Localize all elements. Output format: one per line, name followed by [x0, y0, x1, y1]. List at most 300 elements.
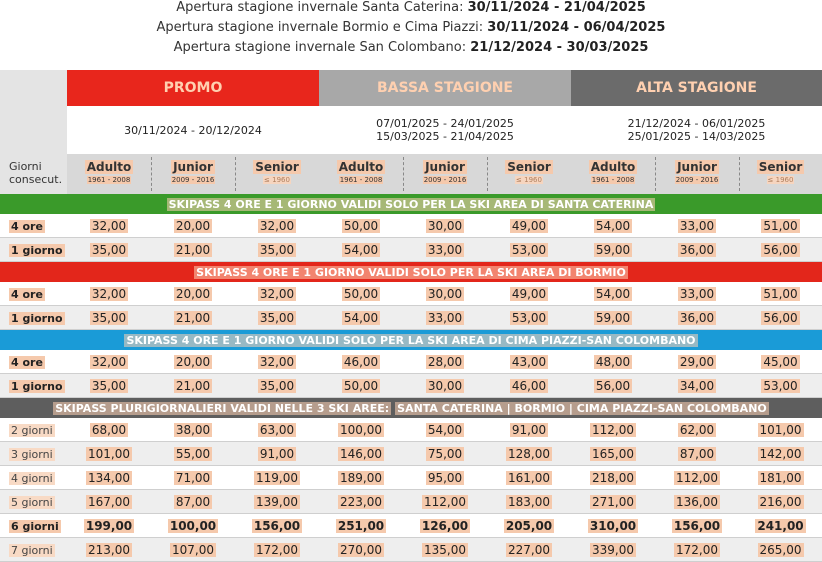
- price-cell: [235, 374, 319, 398]
- price-value: 54,00: [595, 287, 631, 301]
- row-label-text: 3 giorni: [11, 447, 53, 461]
- table-row: [0, 214, 822, 238]
- price-value: 156,00: [673, 519, 721, 533]
- price-cell: [739, 538, 822, 562]
- price-value: 265,00: [759, 543, 802, 557]
- price-value: 63,00: [259, 423, 295, 437]
- price-cell: [235, 350, 319, 374]
- row-label-text: 7 giorni: [11, 543, 53, 557]
- price-value: 167,00: [88, 495, 130, 509]
- price-value: 183,00: [508, 495, 550, 509]
- price-value: 199,00: [85, 519, 133, 533]
- price-cell: [67, 514, 151, 538]
- price-value: 33,00: [679, 219, 715, 233]
- row-label: [0, 350, 67, 374]
- price-value: 112,00: [676, 471, 718, 485]
- period-date-range: 25/01/2025 - 14/03/2025: [627, 130, 766, 143]
- column-divider: [403, 157, 404, 191]
- period-date-range: 07/01/2025 - 24/01/2025: [376, 117, 514, 130]
- section-title: SKIPASS PLURIGIORNALIERI VALIDI NELLE 3 SKI AREE:: [55, 401, 390, 415]
- price-value: 218,00: [592, 471, 634, 485]
- price-cell: [403, 374, 487, 398]
- price-value: 21,00: [175, 311, 211, 325]
- section-banner: [0, 330, 822, 350]
- price-value: 91,00: [511, 423, 547, 437]
- category-junior: [403, 154, 487, 194]
- price-cell: [151, 538, 235, 562]
- category-years: 1961 - 2008: [339, 176, 383, 184]
- section-title: SKIPASS 4 ORE E 1 GIORNO VALIDI SOLO PER LA SKI AREA DI CIMA PIAZZI-SAN COLOMBANO: [126, 333, 696, 347]
- price-cell: [739, 214, 822, 238]
- price-value: 32,00: [91, 287, 127, 301]
- season-dates: 21/12/2024 - 30/03/2025: [470, 40, 649, 55]
- row-label-text: 1 giorno: [11, 311, 63, 325]
- price-value: 35,00: [259, 379, 295, 393]
- category-years: ≤ 1960: [264, 176, 290, 184]
- price-cell: [67, 238, 151, 262]
- section-title: SKIPASS 4 ORE E 1 GIORNO VALIDI SOLO PER LA SKI AREA DI SANTA CATERINA: [168, 197, 654, 211]
- category-senior: [739, 154, 822, 194]
- price-value: 161,00: [508, 471, 550, 485]
- table-row: [0, 374, 822, 398]
- price-value: 100,00: [340, 423, 382, 437]
- row-label: [0, 490, 67, 514]
- price-cell: [319, 514, 403, 538]
- category-label: Senior: [758, 160, 803, 174]
- price-value: 100,00: [169, 519, 217, 533]
- season-line-bormio: [0, 20, 822, 35]
- table-row: [0, 490, 822, 514]
- price-value: 59,00: [595, 311, 631, 325]
- price-value: 38,00: [175, 423, 211, 437]
- price-value: 54,00: [427, 423, 463, 437]
- category-label: Junior: [677, 160, 717, 174]
- price-value: 310,00: [589, 519, 637, 533]
- price-cell: [235, 418, 319, 442]
- price-cell: [487, 418, 571, 442]
- price-cell: [403, 282, 487, 306]
- price-value: 101,00: [759, 423, 802, 437]
- period-dates-bassa: [319, 106, 571, 154]
- price-value: 62,00: [679, 423, 715, 437]
- price-cell: [319, 538, 403, 562]
- price-cell: [487, 282, 571, 306]
- price-cell: [151, 514, 235, 538]
- price-cell: [67, 306, 151, 330]
- price-cell: [571, 466, 655, 490]
- table-row: [0, 466, 822, 490]
- price-cell: [487, 442, 571, 466]
- price-cell: [655, 514, 739, 538]
- price-value: 56,00: [763, 311, 798, 325]
- price-value: 50,00: [343, 287, 379, 301]
- period-title: ALTA STAGIONE: [636, 80, 757, 96]
- season-dates: 30/11/2024 - 06/04/2025: [487, 20, 666, 35]
- price-cell: [739, 490, 822, 514]
- table-row: [0, 514, 822, 538]
- price-value: 135,00: [424, 543, 466, 557]
- price-cell: [151, 374, 235, 398]
- price-cell: [235, 214, 319, 238]
- price-value: 59,00: [595, 243, 631, 257]
- price-cell: [571, 214, 655, 238]
- price-value: 32,00: [259, 287, 295, 301]
- price-value: 271,00: [592, 495, 634, 509]
- price-value: 35,00: [91, 379, 127, 393]
- price-value: 20,00: [175, 287, 211, 301]
- price-cell: [739, 282, 822, 306]
- price-cell: [571, 442, 655, 466]
- price-value: 146,00: [340, 447, 382, 461]
- season-line-santa-caterina: [0, 0, 822, 15]
- price-cell: [487, 306, 571, 330]
- price-cell: [67, 418, 151, 442]
- price-cell: [739, 442, 822, 466]
- price-cell: [151, 350, 235, 374]
- category-senior: [235, 154, 319, 194]
- price-value: 33,00: [427, 243, 463, 257]
- category-label: Senior: [255, 160, 299, 174]
- price-value: 172,00: [676, 543, 718, 557]
- table-row: [0, 238, 822, 262]
- price-value: 49,00: [511, 219, 547, 233]
- price-value: 223,00: [340, 495, 382, 509]
- price-cell: [403, 418, 487, 442]
- price-cell: [319, 466, 403, 490]
- period-header-promo: [67, 70, 319, 106]
- price-cell: [655, 350, 739, 374]
- table-row: [0, 442, 822, 466]
- price-cell: [67, 442, 151, 466]
- table-row: [0, 350, 822, 374]
- price-value: 227,00: [508, 543, 550, 557]
- price-cell: [403, 238, 487, 262]
- period-dates-alta: [571, 106, 822, 154]
- row-label: [0, 282, 67, 306]
- price-cell: [67, 538, 151, 562]
- price-cell: [151, 238, 235, 262]
- category-years: 2009 - 2016: [675, 176, 719, 184]
- price-value: 136,00: [676, 495, 718, 509]
- price-value: 53,00: [511, 243, 547, 257]
- price-value: 95,00: [427, 471, 463, 485]
- price-cell: [571, 418, 655, 442]
- category-junior: [655, 154, 739, 194]
- price-cell: [67, 282, 151, 306]
- price-value: 48,00: [595, 355, 631, 369]
- price-cell: [571, 238, 655, 262]
- price-cell: [655, 490, 739, 514]
- season-line-san-colombano: [0, 40, 822, 55]
- period-title: BASSA STAGIONE: [376, 80, 513, 96]
- price-value: 270,00: [340, 543, 382, 557]
- price-cell: [67, 350, 151, 374]
- price-cell: [235, 442, 319, 466]
- price-value: 134,00: [88, 471, 130, 485]
- price-value: 181,00: [759, 471, 802, 485]
- row-label-text: 6 giorni: [11, 519, 59, 533]
- category-years: 1961 - 2008: [87, 176, 131, 184]
- period-header-bassa: [319, 70, 571, 106]
- row-label: [0, 538, 67, 562]
- price-value: 112,00: [424, 495, 466, 509]
- row-label-text: 1 giorno: [11, 243, 63, 257]
- price-value: 30,00: [427, 219, 463, 233]
- price-value: 54,00: [595, 219, 631, 233]
- period-title: PROMO: [163, 80, 223, 96]
- price-cell: [319, 214, 403, 238]
- price-cell: [403, 466, 487, 490]
- price-cell: [571, 538, 655, 562]
- row-label-text: 1 giorno: [11, 379, 63, 393]
- row-label-text: 4 ore: [11, 287, 43, 301]
- column-divider: [655, 157, 656, 191]
- table-row: [0, 306, 822, 330]
- price-value: 87,00: [175, 495, 211, 509]
- column-divider: [487, 157, 488, 191]
- category-years: 2009 - 2016: [423, 176, 467, 184]
- price-value: 21,00: [175, 243, 211, 257]
- row-label: [0, 374, 67, 398]
- price-cell: [235, 238, 319, 262]
- price-cell: [571, 282, 655, 306]
- row-label: [0, 214, 67, 238]
- price-value: 50,00: [343, 219, 379, 233]
- price-cell: [67, 490, 151, 514]
- price-cell: [403, 214, 487, 238]
- season-label: Apertura stagione invernale Santa Caterina:: [176, 0, 464, 15]
- price-value: 54,00: [343, 311, 379, 325]
- price-cell: [319, 490, 403, 514]
- category-years: 2009 - 2016: [171, 176, 215, 184]
- price-value: 32,00: [259, 219, 295, 233]
- price-value: 172,00: [256, 543, 298, 557]
- price-value: 53,00: [763, 379, 798, 393]
- category-years: 1961 - 2008: [591, 176, 635, 184]
- row-label: [0, 514, 67, 538]
- price-cell: [151, 418, 235, 442]
- price-value: 112,00: [592, 423, 634, 437]
- price-cell: [151, 282, 235, 306]
- price-cell: [739, 306, 822, 330]
- row-label-text: 4 ore: [11, 355, 43, 369]
- category-adulto: [319, 154, 403, 194]
- category-label: Adulto: [338, 160, 384, 174]
- table-row: [0, 538, 822, 562]
- category-adulto: [571, 154, 655, 194]
- price-cell: [151, 442, 235, 466]
- price-cell: [487, 490, 571, 514]
- row-label-text: 4 giorni: [11, 471, 53, 485]
- price-value: 49,00: [511, 287, 547, 301]
- category-label: Junior: [173, 160, 213, 174]
- price-value: 35,00: [259, 243, 295, 257]
- price-value: 35,00: [91, 311, 127, 325]
- category-junior: [151, 154, 235, 194]
- price-cell: [739, 238, 822, 262]
- price-value: 142,00: [759, 447, 802, 461]
- row-label-text: 2 giorni: [11, 423, 53, 437]
- price-cell: [739, 350, 822, 374]
- price-cell: [319, 238, 403, 262]
- price-cell: [151, 306, 235, 330]
- period-date-range: 15/03/2025 - 21/04/2025: [376, 130, 514, 143]
- price-cell: [655, 282, 739, 306]
- table-row: [0, 418, 822, 442]
- price-value: 35,00: [259, 311, 295, 325]
- period-dates-promo: [67, 106, 319, 154]
- row-label: [0, 418, 67, 442]
- period-header-alta: [571, 70, 822, 106]
- price-cell: [235, 490, 319, 514]
- price-cell: [235, 538, 319, 562]
- category-senior: [487, 154, 571, 194]
- price-value: 56,00: [595, 379, 631, 393]
- price-value: 339,00: [592, 543, 634, 557]
- price-cell: [403, 490, 487, 514]
- price-cell: [571, 374, 655, 398]
- price-cell: [571, 514, 655, 538]
- row-label: [0, 442, 67, 466]
- season-label: Apertura stagione invernale Bormio e Cima Piazzi:: [156, 20, 484, 35]
- price-cell: [403, 306, 487, 330]
- price-value: 36,00: [679, 243, 715, 257]
- price-value: 216,00: [759, 495, 802, 509]
- price-cell: [319, 306, 403, 330]
- price-cell: [655, 538, 739, 562]
- price-value: 20,00: [175, 219, 211, 233]
- price-cell: [487, 238, 571, 262]
- price-value: 68,00: [91, 423, 127, 437]
- price-value: 36,00: [679, 311, 715, 325]
- price-value: 50,00: [343, 379, 379, 393]
- price-cell: [487, 514, 571, 538]
- price-value: 75,00: [427, 447, 463, 461]
- price-value: 32,00: [259, 355, 295, 369]
- price-value: 87,00: [679, 447, 715, 461]
- category-label: Senior: [507, 160, 551, 174]
- season-label: Apertura stagione invernale San Colombano:: [173, 40, 467, 55]
- category-years: ≤ 1960: [516, 176, 542, 184]
- price-value: 56,00: [763, 243, 798, 257]
- price-value: 119,00: [256, 471, 298, 485]
- price-cell: [655, 418, 739, 442]
- price-value: 51,00: [763, 219, 798, 233]
- price-value: 213,00: [88, 543, 130, 557]
- price-cell: [655, 238, 739, 262]
- category-years: ≤ 1960: [767, 176, 794, 184]
- column-divider: [235, 157, 236, 191]
- price-value: 91,00: [259, 447, 295, 461]
- price-cell: [319, 418, 403, 442]
- price-value: 43,00: [511, 355, 547, 369]
- row-label-text: 5 giorni: [11, 495, 53, 509]
- category-label: Adulto: [86, 160, 132, 174]
- section-title: SKIPASS 4 ORE E 1 GIORNO VALIDI SOLO PER LA SKI AREA DI BORMIO: [196, 265, 626, 279]
- price-cell: [487, 214, 571, 238]
- category-label: Adulto: [590, 160, 636, 174]
- price-value: 107,00: [172, 543, 214, 557]
- price-cell: [487, 538, 571, 562]
- price-cell: [67, 466, 151, 490]
- price-value: 51,00: [763, 287, 798, 301]
- price-cell: [655, 214, 739, 238]
- price-value: 156,00: [253, 519, 301, 533]
- price-value: 46,00: [343, 355, 379, 369]
- price-value: 165,00: [592, 447, 634, 461]
- price-cell: [151, 466, 235, 490]
- price-value: 32,00: [91, 355, 127, 369]
- price-value: 139,00: [256, 495, 298, 509]
- price-value: 28,00: [427, 355, 463, 369]
- row-label-text: 4 ore: [11, 219, 43, 233]
- price-value: 128,00: [508, 447, 550, 461]
- price-cell: [739, 418, 822, 442]
- price-cell: [571, 350, 655, 374]
- price-cell: [655, 374, 739, 398]
- price-cell: [67, 374, 151, 398]
- price-cell: [739, 374, 822, 398]
- price-cell: [403, 350, 487, 374]
- price-value: 71,00: [175, 471, 211, 485]
- price-value: 205,00: [505, 519, 553, 533]
- price-value: 126,00: [421, 519, 469, 533]
- price-cell: [235, 466, 319, 490]
- price-cell: [235, 514, 319, 538]
- price-cell: [319, 374, 403, 398]
- price-value: 20,00: [175, 355, 211, 369]
- price-cell: [403, 538, 487, 562]
- price-value: 30,00: [427, 287, 463, 301]
- price-value: 241,00: [757, 519, 804, 533]
- category-label: Junior: [425, 160, 465, 174]
- price-value: 33,00: [427, 311, 463, 325]
- section-banner: [0, 398, 822, 418]
- giorni-header-label: Giorni consecut.: [9, 160, 63, 186]
- section-banner: [0, 262, 822, 282]
- price-cell: [151, 214, 235, 238]
- price-cell: [403, 514, 487, 538]
- price-value: 45,00: [763, 355, 798, 369]
- price-cell: [235, 306, 319, 330]
- season-dates: 30/11/2024 - 21/04/2025: [467, 0, 646, 15]
- price-cell: [655, 442, 739, 466]
- price-value: 251,00: [337, 519, 385, 533]
- price-cell: [319, 350, 403, 374]
- column-divider: [739, 157, 740, 191]
- price-cell: [571, 306, 655, 330]
- price-cell: [739, 466, 822, 490]
- price-cell: [319, 282, 403, 306]
- price-cell: [67, 214, 151, 238]
- price-cell: [403, 442, 487, 466]
- row-label: [0, 466, 67, 490]
- period-date-range: 30/11/2024 - 20/12/2024: [124, 123, 262, 137]
- price-value: 21,00: [175, 379, 211, 393]
- price-value: 29,00: [679, 355, 715, 369]
- price-value: 46,00: [511, 379, 547, 393]
- price-cell: [487, 466, 571, 490]
- section-banner: [0, 194, 822, 214]
- price-value: 35,00: [91, 243, 127, 257]
- row-label: [0, 306, 67, 330]
- price-value: 55,00: [175, 447, 211, 461]
- price-cell: [571, 490, 655, 514]
- price-value: 54,00: [343, 243, 379, 257]
- section-title-areas: SANTA CATERINA | BORMIO | CIMA PIAZZI-SAN COLOMBANO: [397, 401, 767, 415]
- price-cell: [739, 514, 822, 538]
- price-cell: [655, 306, 739, 330]
